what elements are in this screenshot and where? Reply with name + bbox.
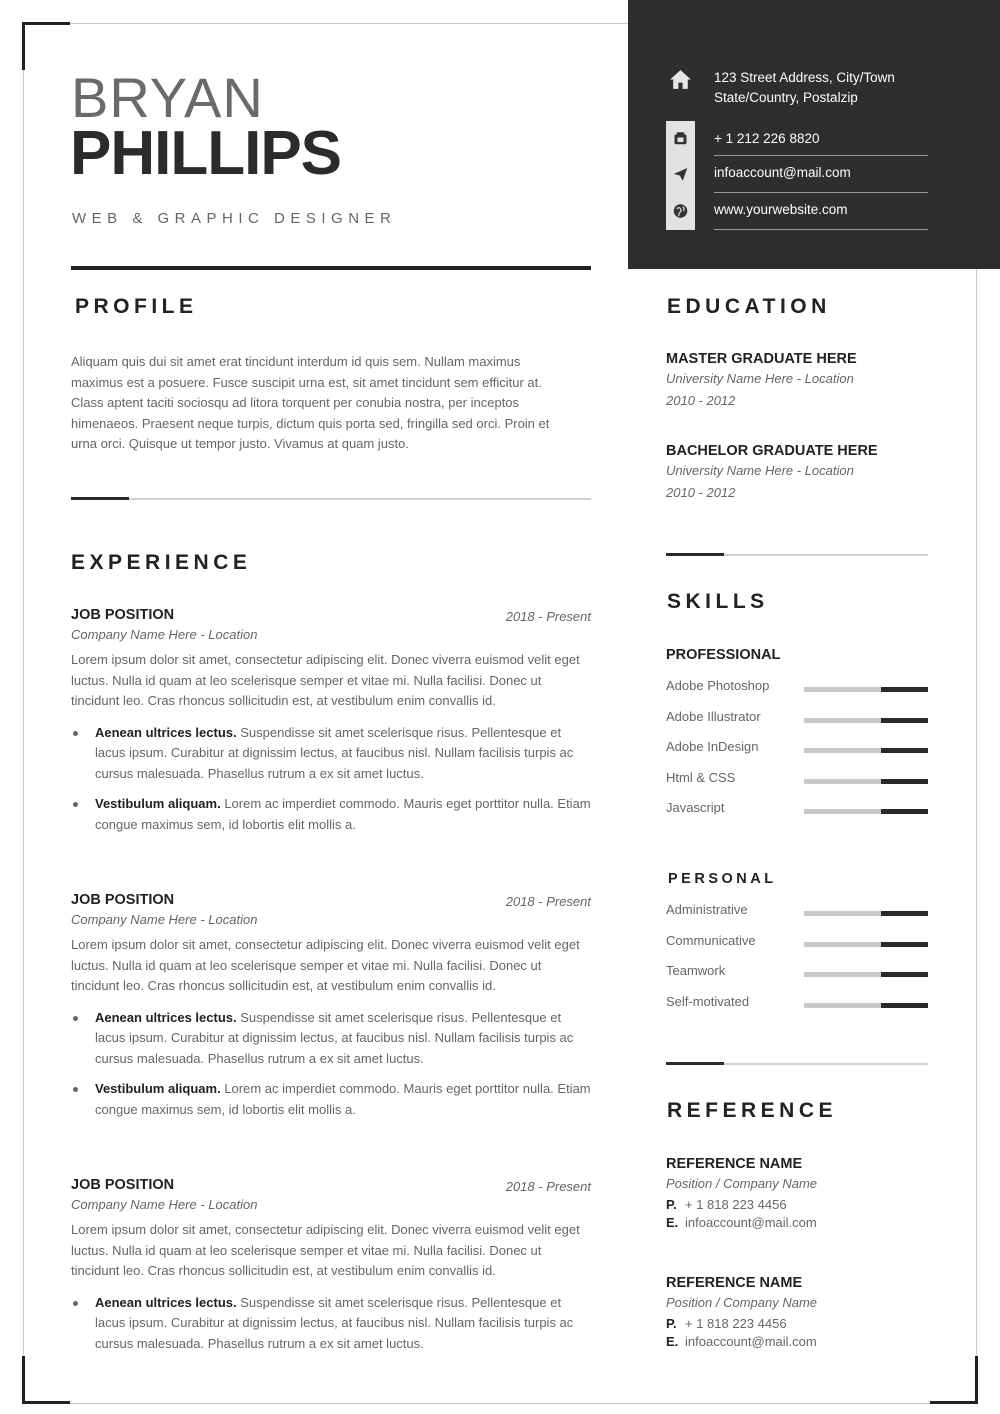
section-divider	[666, 554, 928, 556]
job-bullet	[71, 1008, 591, 1070]
bullet-text: Lorem ac imperdiet commodo. Mauris eget porttitor nulla. Etiam congue maximus sem, id lobortis elit mollis a.	[95, 1081, 591, 1117]
home-icon	[668, 67, 693, 92]
contact-address-line2: State/Country, Postalzip	[714, 90, 858, 105]
skill-bar-fill	[881, 687, 928, 692]
skill-name: Self-motivated	[666, 994, 750, 1009]
profile-text: Aliquam quis dui sit amet erat tincidunt interdum id quis sem. Nullam maximus maximus est a posuere. Fusce suscipit urna est, sit amet tincidunt sem efficitur at. Class aptent taciti sociosqu ad litora torquent per conubia nostra, per inceptos himenaeos. Praesent neque turpis, dictum quis porta sed, fringilla sed orci. Proin et urna orci. Quisque ut tempor justo. Vivamus at quam justo.	[71, 354, 550, 451]
education-years: 2010 - 2012	[666, 485, 736, 500]
bullet-bold: Vestibulum aliquam.	[95, 796, 221, 811]
email-label: E.	[666, 1334, 679, 1349]
education-school: University Name Here - Location	[666, 371, 854, 386]
skill-row	[666, 709, 928, 729]
skill-name: Adobe Illustrator	[666, 709, 761, 724]
skill-bar-fill	[881, 942, 928, 947]
last-name: PHILLIPS	[70, 119, 342, 188]
bullet-bold: Aenean ultrices lectus.	[95, 1294, 237, 1310]
job-title: WEB & GRAPHIC DESIGNER	[72, 210, 397, 227]
corner-mark-top-left	[22, 22, 70, 70]
skill-row	[666, 678, 928, 698]
corner-mark-bottom-right	[930, 1356, 978, 1404]
contact-divider	[714, 229, 928, 230]
skill-bar-fill	[881, 911, 928, 916]
skill-bar-fill	[881, 972, 928, 977]
skill-bar-fill	[881, 718, 928, 723]
corner-mark-bottom-left	[22, 1356, 70, 1404]
education-degree: MASTER GRADUATE HERE	[666, 351, 857, 367]
skill-name: Adobe InDesign	[666, 739, 759, 754]
bullet-bold: Aenean ultrices lectus.	[95, 1009, 237, 1025]
contact-email[interactable]: infoaccount@mail.com	[714, 165, 851, 180]
contact-website[interactable]: www.yourwebsite.com	[714, 202, 848, 217]
skill-bar-fill	[881, 809, 928, 814]
send-icon	[668, 165, 693, 183]
skill-name: Html & CSS	[666, 770, 736, 785]
skill-bar	[804, 809, 928, 814]
reference-email-line	[666, 1215, 928, 1230]
skill-bar	[804, 972, 928, 977]
bullet-bold: Vestibulum aliquam.	[95, 1081, 221, 1096]
job-description: Lorem ipsum dolor sit amet, consectetur adipiscing elit. Donec viverra euismod velit eget luctus. Nulla id quam at leo scelerisque semper et vitae mi. Nulla facilisi. Donec ut tincidunt leo. Cras rhoncus sollicitudin est, at vestibulum enim convallis id.	[71, 1222, 580, 1278]
reference-name: REFERENCE NAME	[666, 1275, 803, 1291]
skills-heading: SKILLS	[667, 590, 769, 613]
professional-skills-heading: PROFESSIONAL	[666, 647, 781, 663]
skill-row	[666, 770, 928, 790]
skill-row	[666, 739, 928, 759]
reference-email[interactable]: infoaccount@mail.com	[685, 1334, 817, 1349]
email-label: E.	[666, 1215, 679, 1230]
skill-row	[666, 933, 928, 953]
skill-name: Administrative	[666, 902, 748, 917]
skill-bar	[804, 748, 928, 753]
job-bullets	[71, 723, 591, 836]
skill-bar	[804, 911, 928, 916]
job-description: Lorem ipsum dolor sit amet, consectetur adipiscing elit. Donec viverra euismod velit eget luctus. Nulla id quam at leo scelerisque semper et vitae mi. Nulla facilisi. Donec ut tincidunt leo. Cras rhoncus sollicitudin est, at vestibulum enim convallis id.	[71, 652, 580, 708]
personal-skills-heading: PERSONAL	[668, 871, 777, 887]
job-bullets	[71, 1293, 591, 1355]
education-heading: EDUCATION	[667, 295, 831, 318]
job-description: Lorem ipsum dolor sit amet, consectetur adipiscing elit. Donec viverra euismod velit eget luctus. Nulla id quam at leo scelerisque semper et vitae mi. Nulla facilisi. Donec ut tincidunt leo. Cras rhoncus sollicitudin est, at vestibulum enim convallis id.	[71, 937, 580, 993]
skill-name: Communicative	[666, 933, 756, 948]
skill-row	[666, 994, 928, 1014]
first-name: BRYAN	[71, 66, 264, 129]
job-date: 2018 - Present	[505, 609, 591, 624]
reference-phone[interactable]: + 1 818 223 4456	[685, 1197, 787, 1212]
education-years: 2010 - 2012	[666, 393, 736, 408]
reference-phone-line	[666, 1316, 928, 1331]
skill-bar-fill	[881, 748, 928, 753]
contact-address-line1: 123 Street Address, City/Town	[714, 70, 895, 85]
job-position: JOB POSITION	[71, 892, 175, 908]
reference-phone-line	[666, 1197, 928, 1212]
skill-bar	[804, 942, 928, 947]
skill-row	[666, 902, 928, 922]
bullet-bold: Aenean ultrices lectus.	[95, 724, 237, 740]
skill-row	[666, 800, 928, 820]
bullet-text: Suspendisse sit amet scelerisque risus. Pellentesque et lacus ipsum. Curabitur at dignissim lectus, at faucibus nisl. Nullam facilisis turpis ac cursus malesuada. Phasellus rutrum a ex sit amet luctus.	[95, 1294, 574, 1351]
reference-position: Position / Company Name	[666, 1176, 818, 1191]
education-degree: BACHELOR GRADUATE HERE	[666, 443, 878, 459]
skill-bar-fill	[881, 1003, 928, 1008]
skill-name: Teamwork	[666, 963, 726, 978]
header-rule	[71, 266, 591, 270]
skill-bar	[804, 687, 928, 692]
job-date: 2018 - Present	[505, 894, 591, 909]
reference-phone[interactable]: + 1 818 223 4456	[685, 1316, 787, 1331]
job-date: 2018 - Present	[505, 1179, 591, 1194]
reference-heading: REFERENCE	[667, 1099, 838, 1122]
education-item	[666, 351, 928, 411]
job-entry	[71, 1177, 591, 1364]
skill-bar	[804, 1003, 928, 1008]
phone-label: P.	[666, 1316, 677, 1331]
skill-bar	[804, 718, 928, 723]
reference-name: REFERENCE NAME	[666, 1156, 803, 1172]
profile-heading: PROFILE	[75, 295, 198, 318]
skill-row	[666, 963, 928, 983]
phone-label: P.	[666, 1197, 677, 1212]
contact-divider	[714, 192, 928, 193]
education-item	[666, 443, 928, 503]
job-bullet	[71, 794, 591, 835]
reference-item	[666, 1156, 928, 1230]
job-entry	[71, 892, 591, 1130]
bullet-text: Suspendisse sit amet scelerisque risus. Pellentesque et lacus ipsum. Curabitur at dignissim lectus, at faucibus nisl. Nullam facilisis turpis ac cursus malesuada. Phasellus rutrum a ex sit amet luctus.	[95, 1009, 574, 1066]
skill-bar	[804, 779, 928, 784]
contact-phone[interactable]: + 1 212 226 8820	[714, 131, 820, 146]
job-company: Company Name Here - Location	[71, 912, 258, 927]
phone-icon	[668, 130, 693, 148]
job-company: Company Name Here - Location	[71, 627, 258, 642]
job-bullet	[71, 1079, 591, 1120]
job-position: JOB POSITION	[71, 607, 175, 623]
bullet-text: Suspendisse sit amet scelerisque risus. Pellentesque et lacus ipsum. Curabitur at dignissim lectus, at faucibus nisl. Nullam facilisis turpis ac cursus malesuada. Phasellus rutrum a ex sit amet luctus.	[95, 724, 574, 781]
skill-name: Adobe Photoshop	[666, 678, 770, 693]
job-bullets	[71, 1008, 591, 1121]
experience-heading: EXPERIENCE	[71, 551, 252, 574]
job-bullet	[71, 1293, 591, 1355]
reference-position: Position / Company Name	[666, 1295, 818, 1310]
globe-icon	[668, 202, 693, 220]
bullet-text: Lorem ac imperdiet commodo. Mauris eget porttitor nulla. Etiam congue maximus sem, id lobortis elit mollis a.	[95, 796, 591, 832]
job-company: Company Name Here - Location	[71, 1197, 258, 1212]
education-school: University Name Here - Location	[666, 463, 854, 478]
section-divider	[666, 1063, 928, 1065]
job-bullet	[71, 723, 591, 785]
job-entry	[71, 607, 591, 845]
reference-email-line	[666, 1334, 928, 1349]
reference-email[interactable]: infoaccount@mail.com	[685, 1215, 817, 1230]
reference-item	[666, 1275, 928, 1349]
section-divider	[71, 498, 591, 500]
job-position: JOB POSITION	[71, 1177, 175, 1193]
skill-name: Javascript	[666, 800, 725, 815]
contact-divider	[714, 155, 928, 156]
skill-bar-fill	[881, 779, 928, 784]
